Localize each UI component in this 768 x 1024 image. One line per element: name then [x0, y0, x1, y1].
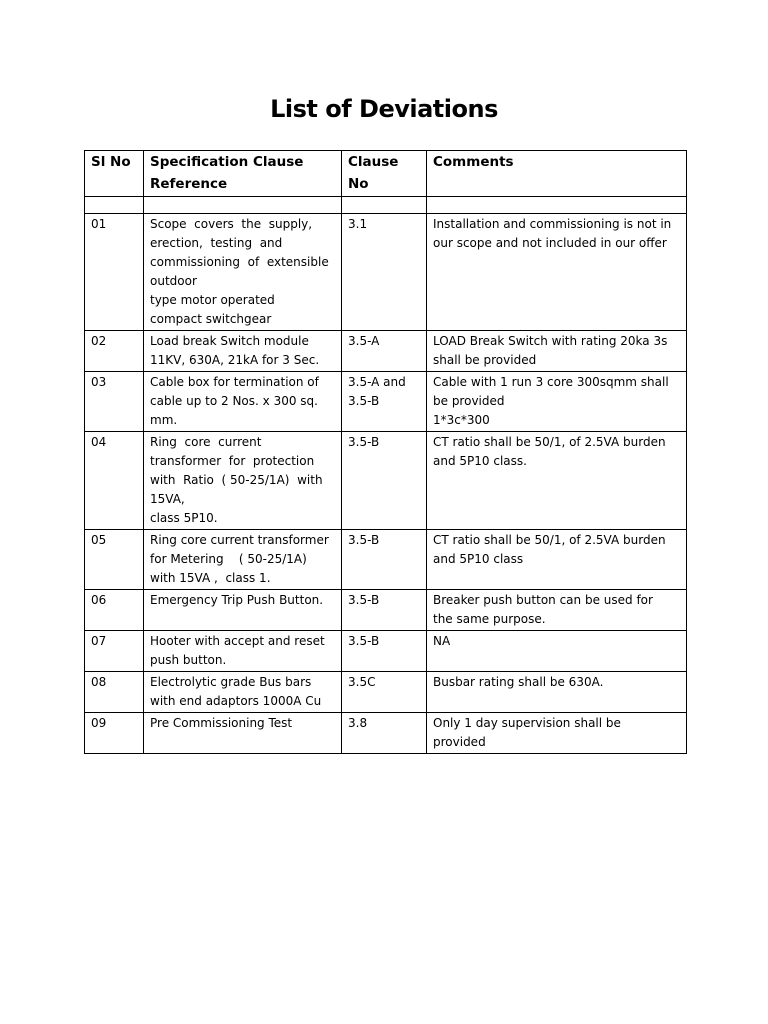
- clause-line: 3.5C: [348, 675, 376, 689]
- spec-line: erection, testing and: [150, 236, 283, 250]
- spec-line: Ring core current: [150, 435, 262, 449]
- spec-line: type motor operated: [150, 293, 275, 307]
- spec-line: transformer for protection: [150, 454, 315, 468]
- cell-clause-no: [342, 713, 427, 754]
- cell-sl-no: 05: [85, 530, 144, 590]
- spec-line: Emergency Trip Push Button.: [150, 593, 324, 607]
- spec-line: Scope covers the supply,: [150, 217, 313, 231]
- spec-line: class 5P10.: [150, 511, 218, 525]
- comment-line: provided: [433, 735, 486, 749]
- spec-line: cable up to 2 Nos. x 300 sq.: [150, 394, 318, 408]
- header-sl-no: Sl No: [85, 151, 144, 197]
- cell-spec-clause: [144, 432, 342, 530]
- cell-comments: [427, 672, 687, 713]
- cell-comments: [427, 372, 687, 432]
- comment-line: be provided: [433, 394, 505, 408]
- cell-spec-clause: [144, 530, 342, 590]
- comment-line: CT ratio shall be 50/1, of 2.5VA burden: [433, 533, 666, 547]
- comment-line: CT ratio shall be 50/1, of 2.5VA burden: [433, 435, 666, 449]
- table-spacer-row: [85, 197, 687, 214]
- comment-line: Only 1 day supervision shall be: [433, 716, 621, 730]
- header-spec-clause-line1: Specification Clause: [150, 154, 304, 170]
- cell-spec-clause: [144, 331, 342, 372]
- cell-sl-no: 04: [85, 432, 144, 530]
- comment-line: the same purpose.: [433, 612, 546, 626]
- clause-line: 3.5-B: [348, 634, 380, 648]
- clause-line: 3.5-B: [348, 394, 380, 408]
- cell-spec-clause: [144, 631, 342, 672]
- clause-line: 3.1: [348, 217, 368, 231]
- cell-comments: [427, 530, 687, 590]
- table-row: [85, 631, 687, 672]
- table-row: [85, 432, 687, 530]
- spec-line: Hooter with accept and reset: [150, 634, 325, 648]
- header-spec-clause-line2: Reference: [150, 176, 228, 192]
- table-row: [85, 530, 687, 590]
- spec-line: with end adaptors 1000A Cu: [150, 694, 322, 708]
- cell-sl-no: 07: [85, 631, 144, 672]
- spec-line: Electrolytic grade Bus bars: [150, 675, 312, 689]
- table-row: [85, 214, 687, 331]
- spec-line: Ring core current transformer: [150, 533, 329, 547]
- deviations-table: [84, 150, 687, 754]
- comment-line: and 5P10 class.: [433, 454, 527, 468]
- cell-clause-no: [342, 672, 427, 713]
- spec-line: 11KV, 630A, 21kA for 3 Sec.: [150, 353, 320, 367]
- comment-line: Installation and commissioning is not in: [433, 217, 672, 231]
- cell-spec-clause: [144, 214, 342, 331]
- cell-spec-clause: [144, 672, 342, 713]
- spec-line: outdoor: [150, 274, 197, 288]
- cell-sl-no: 09: [85, 713, 144, 754]
- comment-line: Busbar rating shall be 630A.: [433, 675, 604, 689]
- table-row: [85, 372, 687, 432]
- comment-line: Cable with 1 run 3 core 300sqmm shall: [433, 375, 669, 389]
- spec-line: Load break Switch module: [150, 334, 309, 348]
- clause-line: 3.5-B: [348, 533, 380, 547]
- empty-cell: [342, 197, 427, 214]
- comment-line: shall be provided: [433, 353, 537, 367]
- comment-line: 1*3c*300: [433, 413, 490, 427]
- clause-line: 3.5-B: [348, 593, 380, 607]
- comment-line: LOAD Break Switch with rating 20ka 3s: [433, 334, 668, 348]
- cell-clause-no: [342, 530, 427, 590]
- comment-line: Breaker push button can be used for: [433, 593, 653, 607]
- clause-line: 3.5-B: [348, 435, 380, 449]
- cell-comments: [427, 713, 687, 754]
- cell-comments: [427, 214, 687, 331]
- cell-spec-clause: [144, 590, 342, 631]
- cell-sl-no: 01: [85, 214, 144, 331]
- cell-clause-no: [342, 372, 427, 432]
- cell-comments: [427, 631, 687, 672]
- cell-comments: [427, 432, 687, 530]
- cell-spec-clause: [144, 713, 342, 754]
- header-clause-no-line1: Clause: [348, 154, 399, 170]
- cell-sl-no: 02: [85, 331, 144, 372]
- comment-line: our scope and not included in our offer: [433, 236, 667, 250]
- spec-line: compact switchgear: [150, 312, 272, 326]
- cell-clause-no: [342, 214, 427, 331]
- cell-comments: [427, 331, 687, 372]
- spec-line: commissioning of extensible: [150, 255, 329, 269]
- spec-line: push button.: [150, 653, 227, 667]
- clause-line: 3.5-A: [348, 334, 380, 348]
- spec-line: for Metering ( 50-25/1A): [150, 552, 307, 566]
- cell-comments: [427, 590, 687, 631]
- spec-line: Cable box for termination of: [150, 375, 319, 389]
- cell-clause-no: [342, 631, 427, 672]
- cell-clause-no: [342, 432, 427, 530]
- clause-line: 3.8: [348, 716, 368, 730]
- cell-spec-clause: [144, 372, 342, 432]
- table-header-row: [85, 151, 687, 197]
- cell-clause-no: [342, 331, 427, 372]
- table-row: [85, 331, 687, 372]
- cell-clause-no: [342, 590, 427, 631]
- spec-line: Pre Commissioning Test: [150, 716, 293, 730]
- header-comments: Comments: [427, 151, 687, 197]
- page-title: List of Deviations: [270, 95, 498, 123]
- comment-line: and 5P10 class: [433, 552, 524, 566]
- header-clause-no-line2: No: [348, 176, 369, 192]
- comment-line: NA: [433, 634, 451, 648]
- empty-cell: [427, 197, 687, 214]
- cell-sl-no: 03: [85, 372, 144, 432]
- cell-sl-no: 06: [85, 590, 144, 631]
- table-row: [85, 713, 687, 754]
- empty-cell: [85, 197, 144, 214]
- header-spec-clause: [144, 151, 342, 197]
- cell-sl-no: 08: [85, 672, 144, 713]
- clause-line: 3.5-A and: [348, 375, 406, 389]
- empty-cell: [144, 197, 342, 214]
- table-row: [85, 672, 687, 713]
- table-row: [85, 590, 687, 631]
- header-clause-no: [342, 151, 427, 197]
- spec-line: mm.: [150, 413, 178, 427]
- spec-line: with 15VA , class 1.: [150, 571, 271, 585]
- spec-line: with Ratio ( 50-25/1A) with: [150, 473, 323, 487]
- spec-line: 15VA,: [150, 492, 185, 506]
